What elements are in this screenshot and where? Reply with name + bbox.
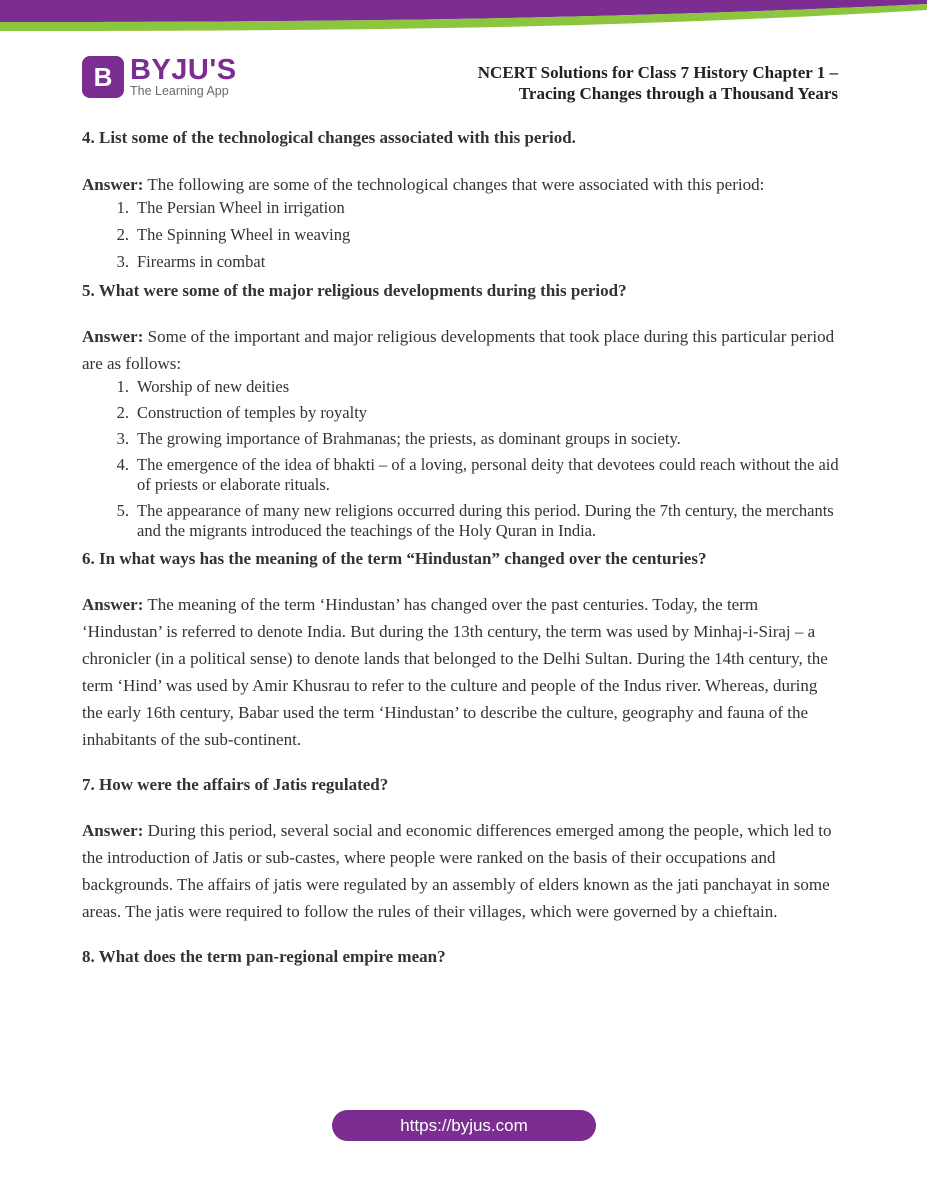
document-title — [478, 62, 838, 104]
answer-label: Answer: — [82, 327, 144, 346]
answer-text: During this period, several social and economic differences emerged among the people, which led to the introduction of Jatis or sub-castes, where people were ranked on the basis of their occupations and backgrounds. The affairs of jatis were regulated by an assembly of elders known as the jati panchayat in some areas. The jatis were required to follow the rules of their villages, which were governed by a chieftain. — [82, 821, 832, 921]
top-decorative-bar — [0, 0, 927, 34]
document-title-line-2: Tracing Changes through a Thousand Years — [518, 84, 838, 103]
byjus-logo — [82, 54, 237, 100]
answer-5 — [82, 323, 842, 377]
question-7: 7. How were the affairs of Jatis regulated? — [82, 775, 389, 794]
logo-name: BYJU'S — [130, 54, 237, 86]
answer-label: Answer: — [82, 821, 144, 840]
question-4: 4. List some of the technological changes associated with this period. — [82, 128, 576, 147]
logo-b-icon: B — [82, 56, 124, 98]
list-item: 4. The emergence of the idea of bhakti – of a loving, personal deity that devotees could reach without the aid of priests or elaborate rituals. — [116, 455, 839, 494]
answer-4 — [82, 171, 842, 198]
answer-label: Answer: — [82, 595, 144, 614]
footer-url-link[interactable] — [332, 1110, 596, 1141]
answer-text: The meaning of the term ‘Hindustan’ has changed over the past centuries. Today, the term ‘Hindustan’ is referred to denote India. But during the 13th century, the term was used by Minhaj-i-Siraj – a chronicler (in a political sense) to denote lands that belonged to the Delhi Sultan. During the 14th century, the term ‘Hind’ was used by Amir Khusrau to refer to the culture and people of the Indus river. Whereas, during the early 16th century, Babar used the term ‘Hindustan’ to describe the culture, geography and fauna of the inhabitants of the sub-continent. — [82, 595, 828, 749]
answer-7 — [82, 817, 842, 925]
logo-tagline: The Learning App — [130, 84, 229, 98]
list-item: 1. The Persian Wheel in irrigation — [116, 198, 345, 217]
list-item: 1. Worship of new deities — [116, 377, 290, 396]
list-item: 5. The appearance of many new religions occurred during this period. During the 7th century, the merchants and the migrants introduced the teachings of the Holy Quran in India. — [116, 501, 834, 540]
list-item: 2. The Spinning Wheel in weaving — [116, 225, 351, 244]
question-6: 6. In what ways has the meaning of the term “Hindustan” changed over the centuries? — [82, 549, 707, 568]
footer-url-text: https://byjus.com — [400, 1115, 528, 1135]
answer-text: Some of the important and major religious developments that took place during this particular period are as follows: — [82, 327, 835, 373]
answer-text: The following are some of the technological changes that were associated with this period: — [143, 175, 765, 194]
document-title-line-1: NCERT Solutions for Class 7 History Chapter 1 – — [477, 63, 838, 82]
question-5: 5. What were some of the major religious developments during this period? — [82, 281, 627, 300]
question-8: 8. What does the term pan-regional empire mean? — [82, 947, 446, 966]
list-item: 3. Firearms in combat — [116, 252, 266, 271]
answer-label: Answer: — [82, 175, 144, 194]
answer-6 — [82, 591, 842, 753]
answer-5-list — [82, 377, 842, 541]
page-content — [82, 122, 842, 969]
answer-4-list — [82, 198, 842, 272]
list-item: 3. The growing importance of Brahmanas; the priests, as dominant groups in society. — [116, 429, 681, 448]
list-item: 2. Construction of temples by royalty — [116, 403, 368, 422]
